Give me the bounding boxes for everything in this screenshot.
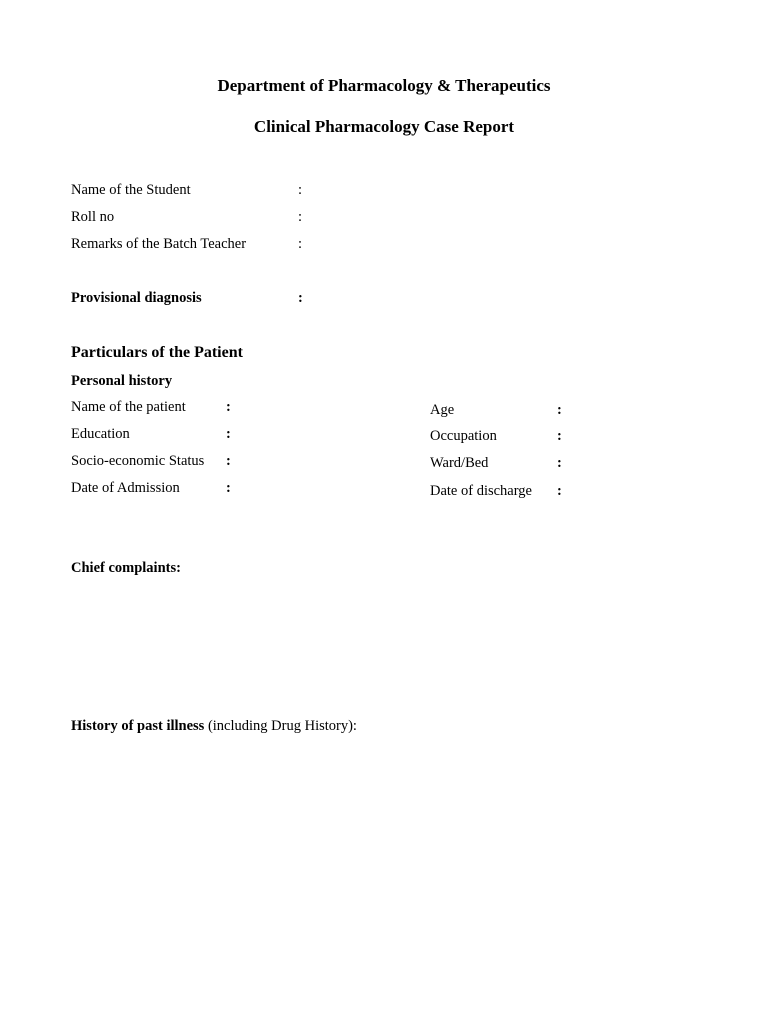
age-separator: :: [557, 402, 562, 418]
patient-name-separator: :: [226, 399, 231, 415]
roll-no-separator: :: [298, 209, 303, 225]
personal-history-heading: Personal history: [71, 373, 173, 389]
discharge-date-separator: :: [557, 483, 562, 499]
discharge-date-label: Date of discharge: [430, 483, 532, 499]
socio-economic-status-label: Socio-economic Status: [71, 453, 205, 469]
provisional-diagnosis-separator: :: [298, 290, 303, 306]
past-illness-label-rest: (including Drug History):: [204, 718, 357, 734]
report-title: Clinical Pharmacology Case Report: [253, 117, 515, 136]
chief-complaints-label: Chief complaints:: [71, 560, 181, 576]
socio-economic-status-separator: :: [226, 453, 231, 469]
admission-date-separator: :: [226, 480, 231, 496]
student-name-label: Name of the Student: [71, 182, 191, 198]
age-label: Age: [430, 402, 455, 418]
provisional-diagnosis-label: Provisional diagnosis: [71, 290, 202, 306]
roll-no-label: Roll no: [71, 209, 115, 225]
past-illness-heading: [71, 719, 357, 734]
ward-bed-label: Ward/Bed: [430, 455, 489, 471]
ward-bed-separator: :: [557, 455, 562, 471]
student-name-separator: :: [298, 182, 303, 198]
patient-name-label: Name of the patient: [71, 399, 186, 415]
past-illness-label-bold: History of past illness: [71, 718, 205, 734]
education-separator: :: [226, 426, 231, 442]
department-title: Department of Pharmacology & Therapeutics: [217, 76, 551, 95]
occupation-label: Occupation: [430, 428, 497, 444]
admission-date-label: Date of Admission: [71, 480, 180, 496]
education-label: Education: [71, 426, 130, 442]
occupation-separator: :: [557, 428, 562, 444]
patient-particulars-heading: Particulars of the Patient: [71, 344, 243, 361]
batch-teacher-remarks-separator: :: [298, 236, 303, 252]
batch-teacher-remarks-label: Remarks of the Batch Teacher: [71, 236, 247, 252]
